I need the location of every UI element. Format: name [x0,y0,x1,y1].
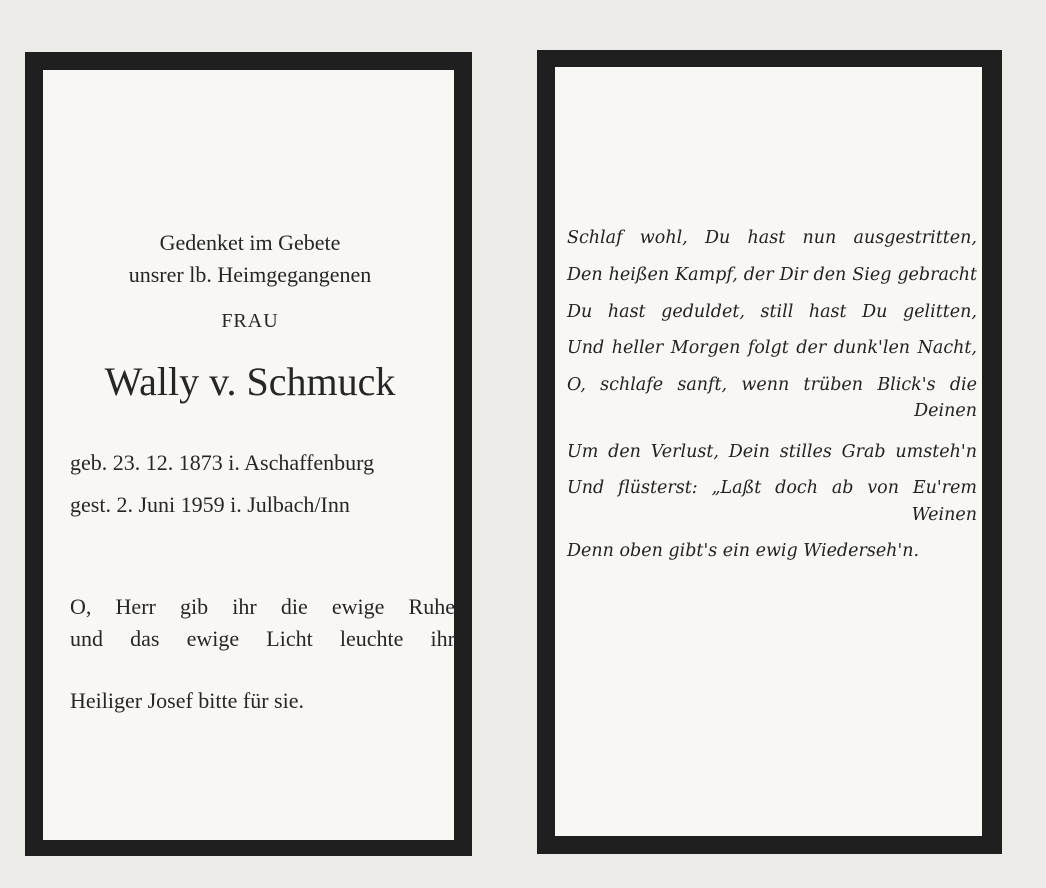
poem-line: Und flüsterst: „Laßt doch ab von Eu'rem [567,478,977,498]
prayer-line-2: und das ewige Licht leuchte ihr [70,626,455,651]
poem-line: Weinen [911,505,977,525]
death-date-line: gest. 2. Juni 1959 i. Julbach/Inn [70,492,350,517]
prayer-line-3: Heiliger Josef bitte für sie. [70,688,304,713]
poem-line: O, schlafe sanft, wenn trüben Blick's die [567,375,977,395]
birth-date-line: geb. 23. 12. 1873 i. Aschaffenburg [70,450,375,475]
poem-line: Um den Verlust, Dein stilles Grab umsteh'n [567,442,977,462]
poem-line: Denn oben gibt's ein ewig Wiederseh'n. [567,541,920,561]
title-frau: FRAU [221,310,279,332]
prayer-line-1: O, Herr gib ihr die ewige Ruhe [70,594,455,619]
poem-line: Und heller Morgen folgt der dunk'len Nacht, [567,338,977,358]
memorial-card-left [25,52,472,856]
poem-line: Schlaf wohl, Du hast nun ausgestritten, [567,228,977,248]
intro-line-2: unsrer lb. Heimgegangenen [128,262,372,287]
deceased-name: Wally v. Schmuck [104,359,396,404]
poem-line: Deinen [914,401,977,421]
poem-line: Du hast geduldet, still hast Du gelitten, [567,302,977,322]
poem-line: Den heißen Kampf, der Dir den Sieg gebracht [567,265,977,285]
intro-line-1: Gedenket im Gebete [159,230,341,255]
memorial-card-right [537,50,1002,854]
